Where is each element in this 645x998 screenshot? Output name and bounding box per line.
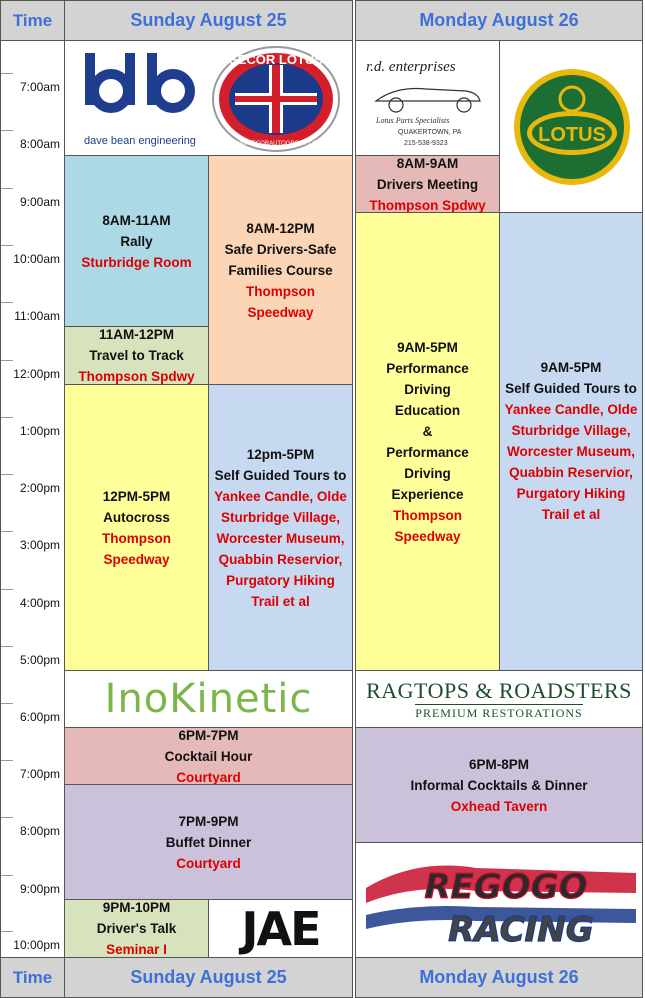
- time-tick: [1, 130, 13, 131]
- time-label: 6:00pm: [19, 710, 60, 724]
- time-label: 1:00pm: [19, 424, 60, 438]
- event-time: 8AM-11AM: [102, 212, 171, 228]
- event-safe-drivers[interactable]: [208, 155, 353, 385]
- time-tick: [1, 531, 13, 532]
- time-label: 2:00pm: [19, 481, 60, 495]
- event-location: Thompson Spdwy: [78, 369, 195, 384]
- event-title: Safe Drivers-Safe: [224, 241, 337, 257]
- event-time: 12pm-5PM: [246, 446, 315, 462]
- event-time: 12PM-5PM: [102, 488, 171, 504]
- time-tick: [1, 245, 13, 246]
- event-location: Speedway: [103, 551, 170, 567]
- footer-monday: Monday August 26: [355, 957, 643, 998]
- ragtops-sub: PREMIUM RESTORATIONS: [415, 705, 583, 720]
- event-buffet-dinner[interactable]: [64, 784, 353, 900]
- event-title: Buffet Dinner: [165, 834, 252, 850]
- event-title: Performance: [386, 360, 469, 376]
- event-monday-tours[interactable]: [499, 212, 643, 671]
- event-location: Purgatory Hiking: [516, 486, 626, 501]
- event-sunday-tours[interactable]: [208, 384, 353, 671]
- lotus-text: LOTUS: [538, 124, 606, 146]
- event-location: Thompson Spdwy: [369, 197, 486, 213]
- time-tick: [1, 760, 13, 761]
- event-title: Self Guided Tours to: [505, 381, 637, 396]
- time-label: 7:00am: [19, 80, 60, 94]
- rd-sub: Lotus Parts Specialists: [376, 116, 450, 125]
- event-location: Quabbin Reservior,: [218, 551, 343, 567]
- time-label: 12:00pm: [13, 367, 60, 381]
- event-location: Thompson: [102, 530, 171, 546]
- time-label: 8:00pm: [19, 824, 60, 838]
- event-drivers-meeting[interactable]: [355, 155, 500, 213]
- header-time: Time: [0, 0, 65, 41]
- event-title: Driving: [404, 381, 451, 397]
- sunday-sponsor-logos: [64, 40, 353, 156]
- event-location: Seminar I: [106, 942, 167, 957]
- event-location: Worcester Museum,: [216, 530, 345, 546]
- time-tick: [1, 417, 13, 418]
- event-title: Performance: [386, 444, 469, 460]
- event-location: Sturbridge Room: [81, 254, 192, 270]
- event-title: Experience: [391, 486, 464, 502]
- jae-text: JAE: [241, 901, 320, 956]
- racing-text: RACING: [448, 910, 594, 950]
- time-label: 10:00am: [13, 252, 60, 266]
- event-location: Oxhead Tavern: [450, 798, 548, 814]
- event-time: 9AM-5PM: [397, 339, 458, 355]
- event-title: Driver's Talk: [96, 921, 177, 936]
- event-time: 8AM-9AM: [396, 155, 459, 171]
- time-label: 11:00am: [14, 309, 60, 323]
- time-label: 7:00pm: [19, 767, 60, 781]
- event-time: 6PM-8PM: [468, 756, 529, 772]
- event-location: Speedway: [247, 304, 314, 320]
- time-label: 10:00pm: [13, 938, 60, 952]
- footer-time: Time: [0, 957, 65, 998]
- rd-city: QUAKERTOWN, PA: [398, 129, 462, 136]
- time-label: 9:00pm: [19, 882, 60, 896]
- event-time: 8AM-12PM: [246, 220, 315, 236]
- regogo-text: REGOGO: [424, 867, 588, 907]
- time-tick: [1, 817, 13, 818]
- event-title: Drivers Meeting: [376, 176, 479, 192]
- footer-sunday: Sunday August 25: [64, 957, 353, 998]
- rd-phone: 215-538-9323: [404, 140, 448, 147]
- event-title: &: [422, 423, 433, 439]
- event-location: Worcester Museum,: [506, 444, 636, 459]
- event-location: Quabbin Reservior,: [509, 465, 633, 480]
- event-location: Yankee Candle, Olde: [214, 488, 347, 504]
- event-location: Sturbridge Village,: [220, 509, 341, 525]
- event-title: Education: [394, 402, 461, 418]
- time-tick: [1, 589, 13, 590]
- dave-bean-logo: [65, 41, 353, 156]
- time-tick: [1, 302, 13, 303]
- time-label: 4:00pm: [19, 596, 60, 610]
- event-time: 9AM-5PM: [540, 360, 602, 375]
- time-label: 3:00pm: [19, 538, 60, 552]
- time-tick: [1, 474, 13, 475]
- event-location: Purgatory Hiking: [226, 572, 335, 588]
- regogo-racing-logo: [355, 842, 643, 958]
- event-location: Trail et al: [541, 507, 601, 522]
- dave-bean-text: dave bean engineering: [84, 135, 196, 147]
- rd-title: r.d. enterprises: [366, 59, 456, 75]
- inokinetic-text: InoKinetic: [104, 676, 313, 722]
- event-title: Driving: [404, 465, 451, 481]
- lotus-logo: [499, 40, 643, 213]
- event-title: Self Guided Tours to: [214, 467, 347, 483]
- header-sunday: Sunday August 25: [64, 0, 353, 41]
- event-time: 11AM-12PM: [98, 327, 175, 342]
- event-title: Travel to Track: [89, 348, 184, 363]
- jae-logo: [208, 899, 353, 958]
- time-tick: [1, 188, 13, 189]
- ragtops-roadsters-logo: [355, 670, 643, 728]
- event-title: Informal Cocktails & Dinner: [410, 777, 588, 793]
- time-tick: [1, 875, 13, 876]
- event-drivers-talk[interactable]: [64, 899, 209, 958]
- event-location: Courtyard: [176, 769, 241, 785]
- event-informal-dinner[interactable]: [355, 727, 643, 843]
- event-location: Yankee Candle, Olde: [504, 402, 638, 417]
- event-travel-to-track[interactable]: [64, 326, 209, 385]
- time-tick: [1, 73, 13, 74]
- event-location: Thompson: [393, 507, 462, 523]
- time-column: [0, 40, 65, 958]
- event-time: 6PM-7PM: [178, 727, 239, 743]
- inokinetic-logo: [64, 670, 353, 728]
- event-performance-driving[interactable]: [355, 212, 500, 671]
- event-time: 7PM-9PM: [178, 813, 239, 829]
- time-tick: [1, 931, 13, 932]
- secor-lotus-text: SECOR LOTUS: [229, 52, 323, 67]
- event-cocktail-hour[interactable]: [64, 727, 353, 785]
- event-location: Trail et al: [251, 593, 310, 609]
- time-tick: [1, 703, 13, 704]
- event-title: Rally: [120, 233, 153, 249]
- time-tick: [1, 360, 13, 361]
- event-title: Families Course: [228, 262, 333, 278]
- time-tick: [1, 646, 13, 647]
- event-location: Speedway: [394, 528, 461, 544]
- event-location: Sturbridge Village,: [511, 423, 631, 438]
- time-label: 8:00am: [19, 137, 60, 151]
- event-location: Courtyard: [176, 855, 241, 871]
- event-time: 9PM-10PM: [102, 900, 171, 915]
- event-location: Thompson: [246, 283, 315, 299]
- time-label: 9:00am: [19, 195, 60, 209]
- secor-url-text: WWW.SECORAUTOGROUP.COM: [229, 141, 323, 147]
- header-monday: Monday August 26: [355, 0, 643, 41]
- event-title: Cocktail Hour: [164, 748, 253, 764]
- event-rally[interactable]: [64, 155, 209, 327]
- event-title: Autocross: [103, 509, 170, 525]
- ragtops-title: RAGTOPS & ROADSTERS: [366, 677, 632, 703]
- rd-enterprises-logo: [355, 40, 500, 156]
- time-label: 5:00pm: [19, 653, 60, 667]
- event-autocross[interactable]: [64, 384, 209, 671]
